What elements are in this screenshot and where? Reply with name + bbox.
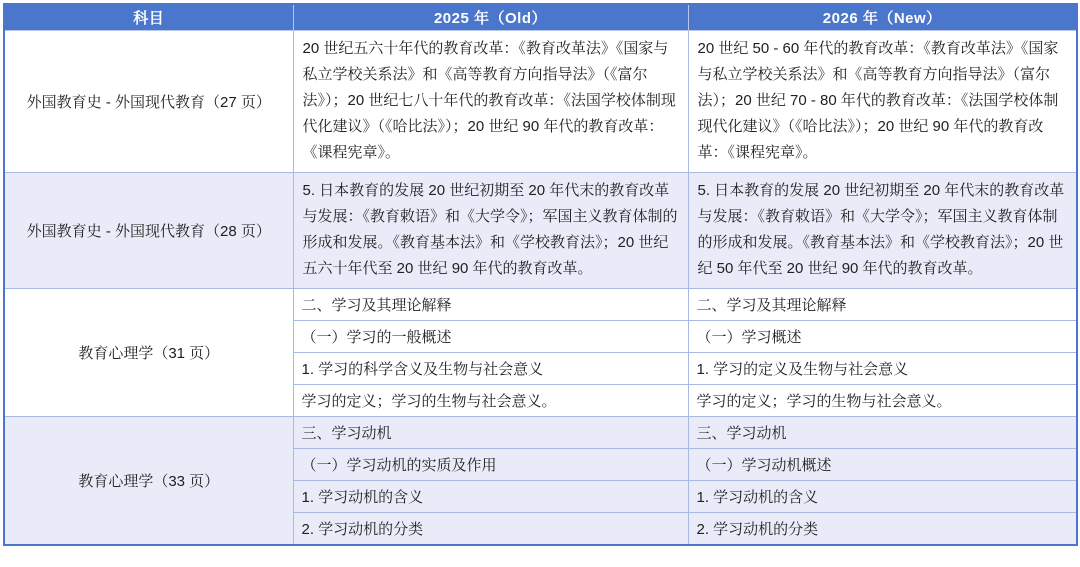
new-content-cell: （一）学习概述 [688,321,1077,353]
subject-cell: 外国教育史 - 外国现代教育（27 页） [4,31,293,173]
header-cell-subject: 科目 [4,4,293,31]
table-row [4,31,1077,173]
syllabus-comparison-table [3,3,1078,546]
old-content-cell: 5. 日本教育的发展 20 世纪初期至 20 年代末的教育改革与发展：《教育敕语》和《大学令》；军国主义教育体制的形成和发展。《教育基本法》和《学校教育法》；20 世纪五六十年代至 20 世纪 90 年代的教育改革。 [293,173,688,289]
table-row [4,173,1077,289]
new-content-cell: 2. 学习动机的分类 [688,513,1077,545]
subject-cell: 外国教育史 - 外国现代教育（28 页） [4,173,293,289]
old-content-cell: 1. 学习的科学含义及生物与社会意义 [293,353,688,385]
old-content-cell: （一）学习动机的实质及作用 [293,449,688,481]
subject-cell: 教育心理学（33 页） [4,417,293,545]
header-cell-2026-new: 2026 年（New） [688,4,1077,31]
old-content-cell: 2. 学习动机的分类 [293,513,688,545]
new-content-cell: 1. 学习动机的含义 [688,481,1077,513]
old-content-cell: 二、学习及其理论解释 [293,289,688,321]
new-content-cell: 1. 学习的定义及生物与社会意义 [688,353,1077,385]
header-row [4,4,1077,31]
new-content-cell: 学习的定义；学习的生物与社会意义。 [688,385,1077,417]
table-row [4,289,1077,321]
new-content-cell: 三、学习动机 [688,417,1077,449]
old-content-cell: 三、学习动机 [293,417,688,449]
old-content-cell: （一）学习的一般概述 [293,321,688,353]
old-content-cell: 1. 学习动机的含义 [293,481,688,513]
new-content-cell: 二、学习及其理论解释 [688,289,1077,321]
old-content-cell: 学习的定义；学习的生物与社会意义。 [293,385,688,417]
new-content-cell: （一）学习动机概述 [688,449,1077,481]
table-row [4,417,1077,449]
new-content-cell: 5. 日本教育的发展 20 世纪初期至 20 年代末的教育改革与发展：《教育敕语》和《大学令》；军国主义教育体制的形成和发展。《教育基本法》和《学校教育法》；20 世纪 50 年代至 20 世纪 90 年代的教育改革。 [688,173,1077,289]
old-content-cell: 20 世纪五六十年代的教育改革：《教育改革法》《国家与私立学校关系法》和《高等教育方向指导法》（《富尔法》）；20 世纪七八十年代的教育改革：《法国学校体制现代化建议》（《哈比法》）；20 世纪 90 年代的教育改革：《课程宪章》。 [293,31,688,173]
subject-cell: 教育心理学（31 页） [4,289,293,417]
new-content-cell: 20 世纪 50 - 60 年代的教育改革：《教育改革法》《国家与私立学校关系法》和《高等教育方向指导法》（富尔法）；20 世纪 70 - 80 年代的教育改革：《法国学校体制现代化建议》（《哈比法》）；20 世纪 90 年代的教育改革：《课程宪章》。 [688,31,1077,173]
header-cell-2025-old: 2025 年（Old） [293,4,688,31]
